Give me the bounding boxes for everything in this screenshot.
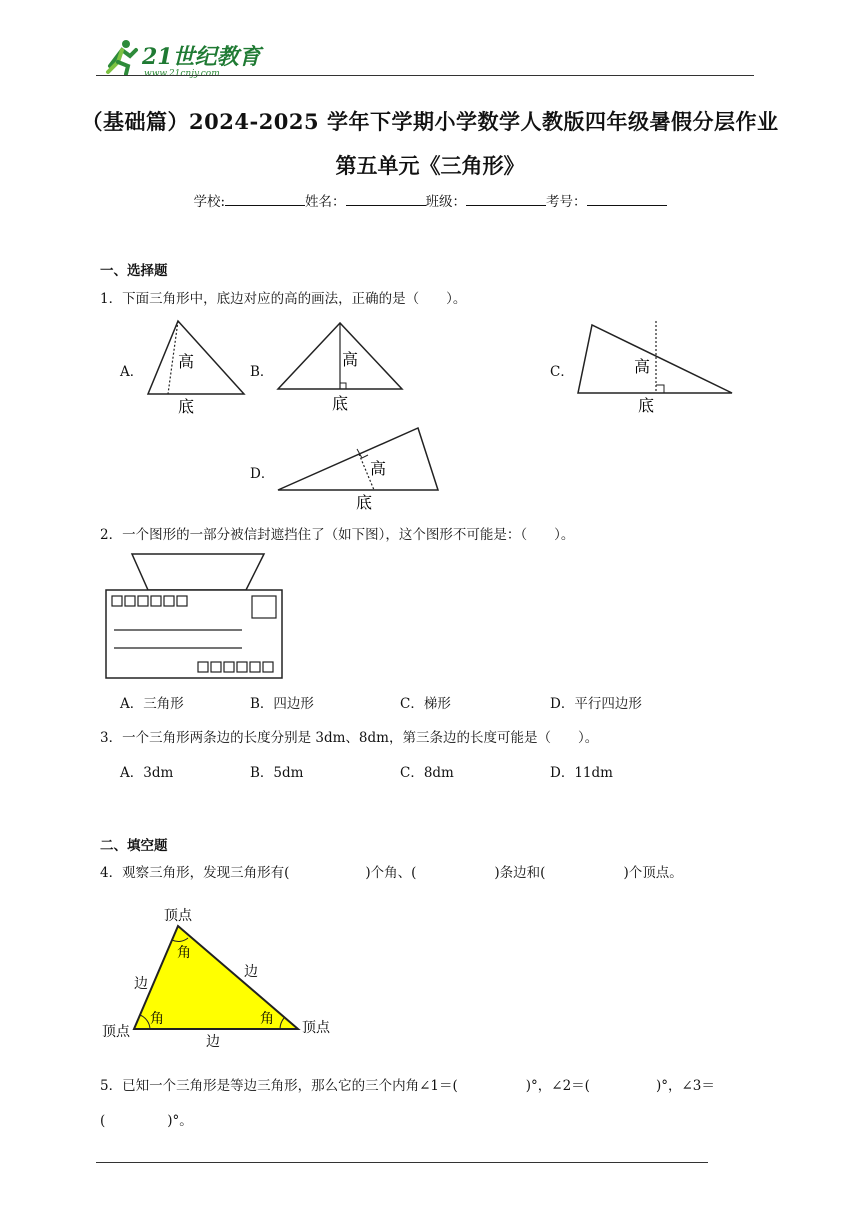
top-angle-label: 角 [177, 945, 191, 961]
school-field[interactable] [225, 191, 305, 206]
q4-text-2: )个角、( [365, 865, 417, 881]
footer-rule [96, 1162, 708, 1163]
q4-text-3: )条边和( [494, 865, 546, 881]
q5-text-3: )°，∠3＝ [655, 1078, 715, 1094]
q5-text-2: )°，∠2＝( [525, 1078, 590, 1094]
q1-b-base-label: 底 [332, 394, 349, 413]
name-label: 姓名： [305, 194, 346, 210]
q1-c-height-label: 高 [634, 357, 651, 376]
q1-a-height-label: 高 [178, 352, 195, 371]
q4-text-1: 4．观察三角形，发现三角形有( [100, 865, 290, 881]
q1-c-base-label: 底 [638, 396, 655, 415]
q2-option-b[interactable]: B．四边形 [250, 696, 314, 712]
school-label: 学校: [193, 194, 226, 210]
class-label: 班级： [425, 194, 467, 210]
q1-option-a-label[interactable]: A． [120, 364, 144, 380]
q5-text-4: ( [100, 1113, 106, 1129]
left-angle-label: 角 [150, 1011, 164, 1027]
top-vertex-label: 顶点 [164, 908, 192, 924]
exam-no-label: 考号： [546, 194, 587, 210]
hidden-shape-top [132, 554, 264, 590]
right-angle-label: 角 [260, 1011, 274, 1027]
q1-b-height-label: 高 [342, 350, 359, 369]
exam-no-field[interactable] [587, 191, 667, 206]
q2-option-c[interactable]: C．梯形 [400, 696, 451, 712]
q1-option-d-label[interactable]: D． [250, 466, 275, 482]
q2-option-d[interactable]: D．平行四边形 [550, 696, 642, 712]
right-side-label: 边 [244, 964, 258, 980]
q5-text-1: 5．已知一个三角形是等边三角形，那么它的三个内角∠1＝( [100, 1078, 458, 1094]
q1-option-c-label[interactable]: C． [550, 364, 574, 380]
question-4 [100, 861, 683, 881]
logo-url: www.21cnjy.com [144, 69, 220, 79]
q2-option-a[interactable]: A．三角形 [120, 696, 184, 712]
left-vertex-label: 顶点 [102, 1024, 130, 1040]
left-side-label: 边 [134, 976, 148, 992]
bottom-side-label: 边 [206, 1034, 220, 1050]
question-5 [100, 1074, 715, 1094]
q1-figure-c [570, 315, 740, 420]
q1-figure-b [270, 315, 410, 420]
q2-envelope-figure [100, 548, 290, 683]
name-field[interactable] [346, 191, 426, 206]
header-rule [96, 75, 754, 76]
q3-option-c[interactable]: C．8dm [400, 765, 454, 781]
right-vertex-label: 顶点 [302, 1020, 330, 1036]
q1-a-base-label: 底 [178, 397, 195, 416]
q3-option-a[interactable]: A．3dm [120, 765, 174, 781]
question-3: 3．一个三角形两条边的长度分别是 3dm、8dm，第三条边的长度可能是（ ）。 [100, 730, 599, 746]
q3-option-b[interactable]: B．5dm [250, 765, 304, 781]
q1-option-b-label[interactable]: B． [250, 364, 274, 380]
class-field[interactable] [466, 191, 546, 206]
q1-figure-d [270, 420, 445, 515]
envelope [106, 590, 282, 678]
q1-figure-a [140, 315, 250, 420]
section-title-fill: 二、填空题 [100, 838, 168, 854]
runner-icon [108, 40, 136, 74]
q3-option-d[interactable]: D．11dm [550, 765, 613, 781]
site-logo [96, 36, 266, 80]
q4-triangle-figure [100, 900, 340, 1050]
question-5-cont [100, 1109, 193, 1129]
page-subtitle: 第五单元《三角形》 [335, 153, 525, 178]
page-title: （基础篇）2024-2025 学年下学期小学数学人教版四年级暑假分层作业 [81, 109, 779, 134]
student-info-line [0, 190, 860, 210]
question-1: 1．下面三角形中，底边对应的高的画法，正确的是（ ）。 [100, 291, 467, 307]
q4-text-4: )个顶点。 [623, 865, 683, 881]
logo-text: 21世纪教育 [142, 44, 261, 70]
q1-d-base-label: 底 [356, 493, 373, 512]
question-2: 2．一个图形的一部分被信封遮挡住了（如下图），这个图形不可能是：（ ）。 [100, 527, 575, 543]
q5-text-5: )°。 [167, 1113, 193, 1129]
q1-d-height-label: 高 [370, 459, 387, 478]
section-title-choice: 一、选择题 [100, 263, 168, 279]
